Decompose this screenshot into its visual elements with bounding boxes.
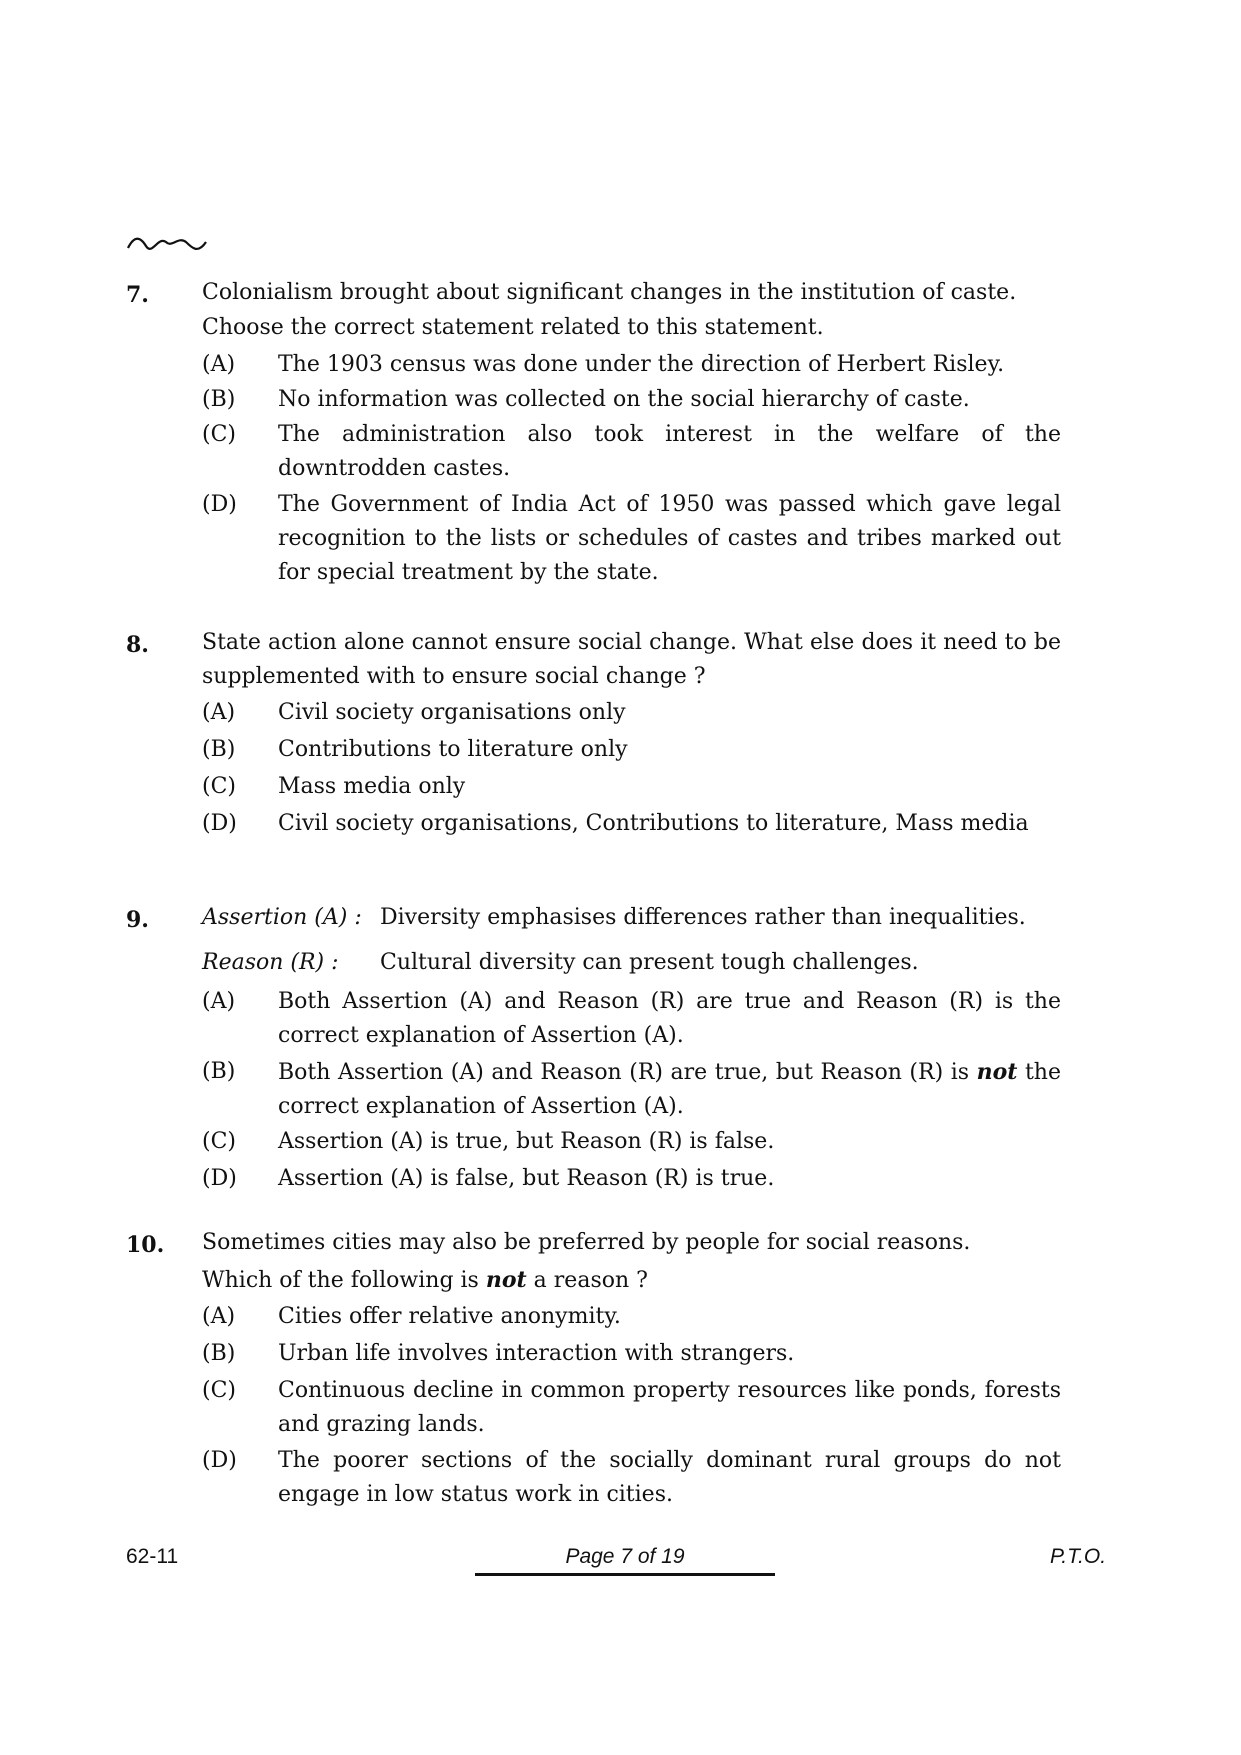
- option-text: The administration also took interest in the welfare of the downtrodden castes.: [278, 422, 1061, 481]
- option-label: (B): [202, 387, 236, 412]
- option-text: Civil society organisations, Contributions to literature, Mass media: [278, 811, 1029, 836]
- option-label: (A): [202, 700, 236, 725]
- emphasis-not: not: [976, 1059, 1018, 1085]
- question-number: 8.: [126, 632, 149, 658]
- option-text-part: the correct explanation of Assertion (A).: [278, 1060, 1061, 1119]
- option-label: (D): [202, 1166, 237, 1191]
- option-label: (D): [202, 811, 237, 836]
- stem-text-part: Which of the following is: [202, 1268, 486, 1293]
- assertion-label: Assertion (A) :: [202, 905, 362, 930]
- option-text: Both Assertion (A) and Reason (R) are true and Reason (R) is the correct explanation of Assertion (A).: [278, 989, 1061, 1048]
- option-text: Civil society organisations only: [278, 700, 626, 725]
- option-label: (C): [202, 1129, 236, 1154]
- question-stem-line: Sometimes cities may also be preferred by people for social reasons.: [202, 1230, 971, 1255]
- option-label: (D): [202, 492, 237, 517]
- option-text: The Government of India Act of 1950 was passed which gave legal recognition to the lists or schedules of castes and tribes marked out for special treatment by the state.: [278, 492, 1061, 585]
- footer-underline: [475, 1573, 775, 1576]
- option-label: (B): [202, 737, 236, 762]
- question-stem-text: State action alone cannot ensure social change. What else does it need to be supplemented with to ensure social change ?: [202, 630, 1061, 689]
- option-label: (C): [202, 422, 236, 447]
- option-text: Cities offer relative anonymity.: [278, 1304, 621, 1329]
- wavy-line-icon: [126, 232, 212, 256]
- option-text: The 1903 census was done under the direction of Herbert Risley.: [278, 352, 1005, 377]
- option-text: [278, 1055, 1061, 1124]
- option-label: (A): [202, 1304, 236, 1329]
- option-label: (C): [202, 1378, 236, 1403]
- reason: [202, 946, 1061, 980]
- question-stem-line: Choose the correct statement related to this statement.: [202, 315, 824, 340]
- option-label: (B): [202, 1341, 236, 1366]
- question-stem-line: [202, 1263, 1061, 1298]
- assertion-text: Diversity emphasises differences rather than inequalities.: [380, 905, 1026, 930]
- option-text: Assertion (A) is true, but Reason (R) is false.: [278, 1129, 775, 1154]
- stem-text-part: a reason ?: [526, 1268, 648, 1293]
- reason-text: Cultural diversity can present tough challenges.: [380, 950, 919, 975]
- option-label: (A): [202, 989, 236, 1014]
- question-number: 10.: [126, 1232, 165, 1258]
- option-text-part: Both Assertion (A) and Reason (R) are true, but Reason (R) is: [278, 1060, 977, 1085]
- option-text: No information was collected on the social hierarchy of caste.: [278, 387, 970, 412]
- option-text: The poorer sections of the socially dominant rural groups do not engage in low status work in cities.: [278, 1448, 1061, 1507]
- question-stem-line: Colonialism brought about significant changes in the institution of caste.: [202, 280, 1017, 305]
- page-number: Page 7 of 19: [565, 1545, 685, 1568]
- option-text: Mass media only: [278, 774, 466, 799]
- reason-label: Reason (R) :: [202, 950, 339, 975]
- paper-code: 62-11: [126, 1545, 179, 1568]
- option-label: (B): [202, 1059, 236, 1084]
- option-label: (A): [202, 352, 236, 377]
- assertion: [202, 901, 1061, 935]
- option-text: Continuous decline in common property resources like ponds, forests and grazing lands.: [278, 1378, 1061, 1437]
- option-label: (C): [202, 774, 236, 799]
- emphasis-not: not: [485, 1267, 527, 1293]
- option-text: Assertion (A) is false, but Reason (R) is true.: [278, 1166, 775, 1191]
- pto-label: P.T.O.: [1050, 1545, 1107, 1568]
- question-number: 7.: [126, 282, 149, 308]
- option-text: Contributions to literature only: [278, 737, 628, 762]
- option-text: Urban life involves interaction with strangers.: [278, 1341, 795, 1366]
- option-label: (D): [202, 1448, 237, 1473]
- question-number: 9.: [126, 907, 149, 933]
